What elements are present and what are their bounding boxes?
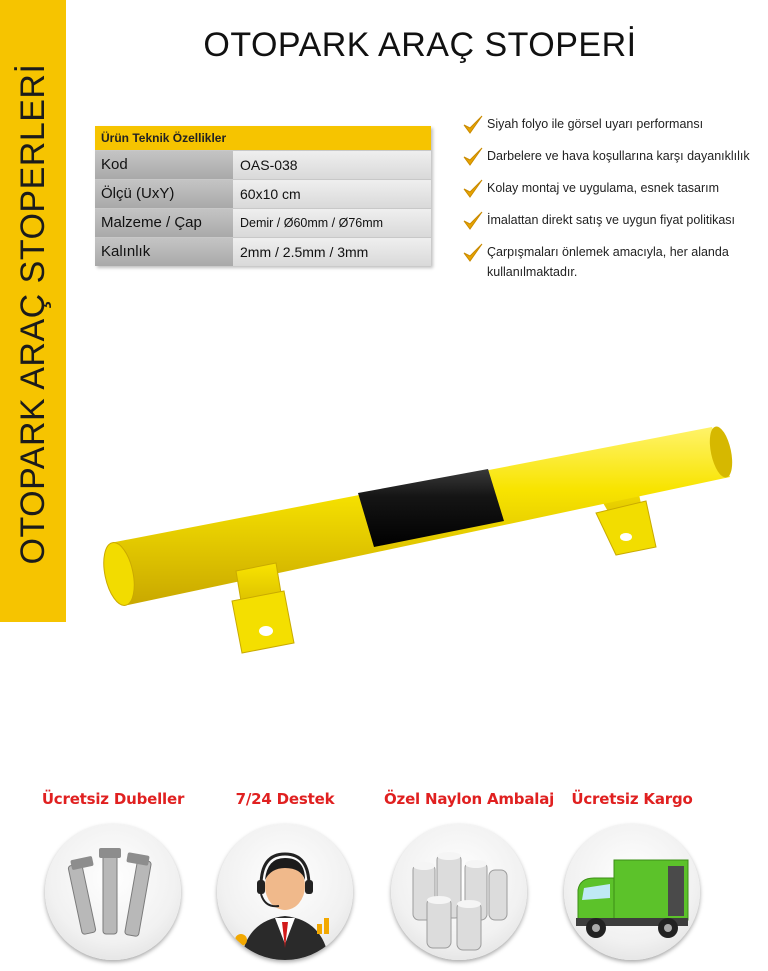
badge-strip xyxy=(0,790,768,971)
feature-text: Kolay montaj ve uygulama, esnek tasarım xyxy=(487,181,720,195)
spec-key: Kod xyxy=(95,151,233,179)
badge-free-shipping xyxy=(557,790,707,960)
spec-row xyxy=(95,237,431,266)
checkmark-icon xyxy=(462,178,484,200)
badge-label: Ücretsiz Kargo xyxy=(571,790,693,808)
support-agent-icon xyxy=(217,824,353,960)
spec-value: OAS-038 xyxy=(233,151,431,179)
feature-item xyxy=(462,114,768,136)
spec-row xyxy=(95,150,431,179)
spec-value: 60x10 cm xyxy=(233,180,431,208)
mounting-bracket xyxy=(232,563,294,653)
badge-label: 7/24 Destek xyxy=(235,790,335,808)
feature-text-continued: kullanılmaktadır. xyxy=(487,265,578,279)
checkmark-icon xyxy=(462,114,484,136)
checkmark-icon xyxy=(462,146,484,168)
spec-key: Kalınlık xyxy=(95,238,233,266)
feature-text: Darbelere ve hava koşullarına karşı dayanıklılık xyxy=(487,149,750,163)
spec-value: Demir / Ø60mm / Ø76mm xyxy=(233,209,431,237)
badge-label: Ücretsiz Dubeller xyxy=(41,790,185,808)
delivery-truck-icon xyxy=(564,824,700,960)
spec-row xyxy=(95,179,431,208)
side-title: OTOPARK ARAÇ STOPERLERİ xyxy=(14,63,52,565)
spec-key: Ölçü (UxY) xyxy=(95,180,233,208)
checkmark-icon xyxy=(462,210,484,232)
spec-table xyxy=(95,126,431,266)
parking-stopper-image xyxy=(96,395,736,665)
feature-list xyxy=(462,114,768,292)
spec-key: Malzeme / Çap xyxy=(95,209,233,237)
feature-text: Çarpışmaları önlemek amacıyla, her alanda xyxy=(487,245,729,259)
badge-packaging xyxy=(384,790,555,960)
spec-row xyxy=(95,208,431,237)
side-band xyxy=(0,0,66,622)
badge-free-anchors xyxy=(38,790,188,960)
feature-item xyxy=(462,178,768,200)
badge-support xyxy=(210,790,360,960)
nylon-rolls-icon xyxy=(391,824,527,960)
feature-text: Siyah folyo ile görsel uyarı performansı xyxy=(487,117,704,131)
feature-item xyxy=(462,242,768,282)
badge-label: Özel Naylon Ambalaj xyxy=(384,790,555,808)
feature-item xyxy=(462,210,768,232)
page-title: OTOPARK ARAÇ STOPERİ xyxy=(203,26,637,64)
feature-text: İmalattan direkt satış ve uygun fiyat politikası xyxy=(487,213,736,227)
anchor-bolts-icon xyxy=(45,824,181,960)
spec-header: Ürün Teknik Özellikler xyxy=(95,126,431,150)
feature-item xyxy=(462,146,768,168)
spec-value: 2mm / 2.5mm / 3mm xyxy=(233,238,431,266)
checkmark-icon xyxy=(462,242,484,264)
